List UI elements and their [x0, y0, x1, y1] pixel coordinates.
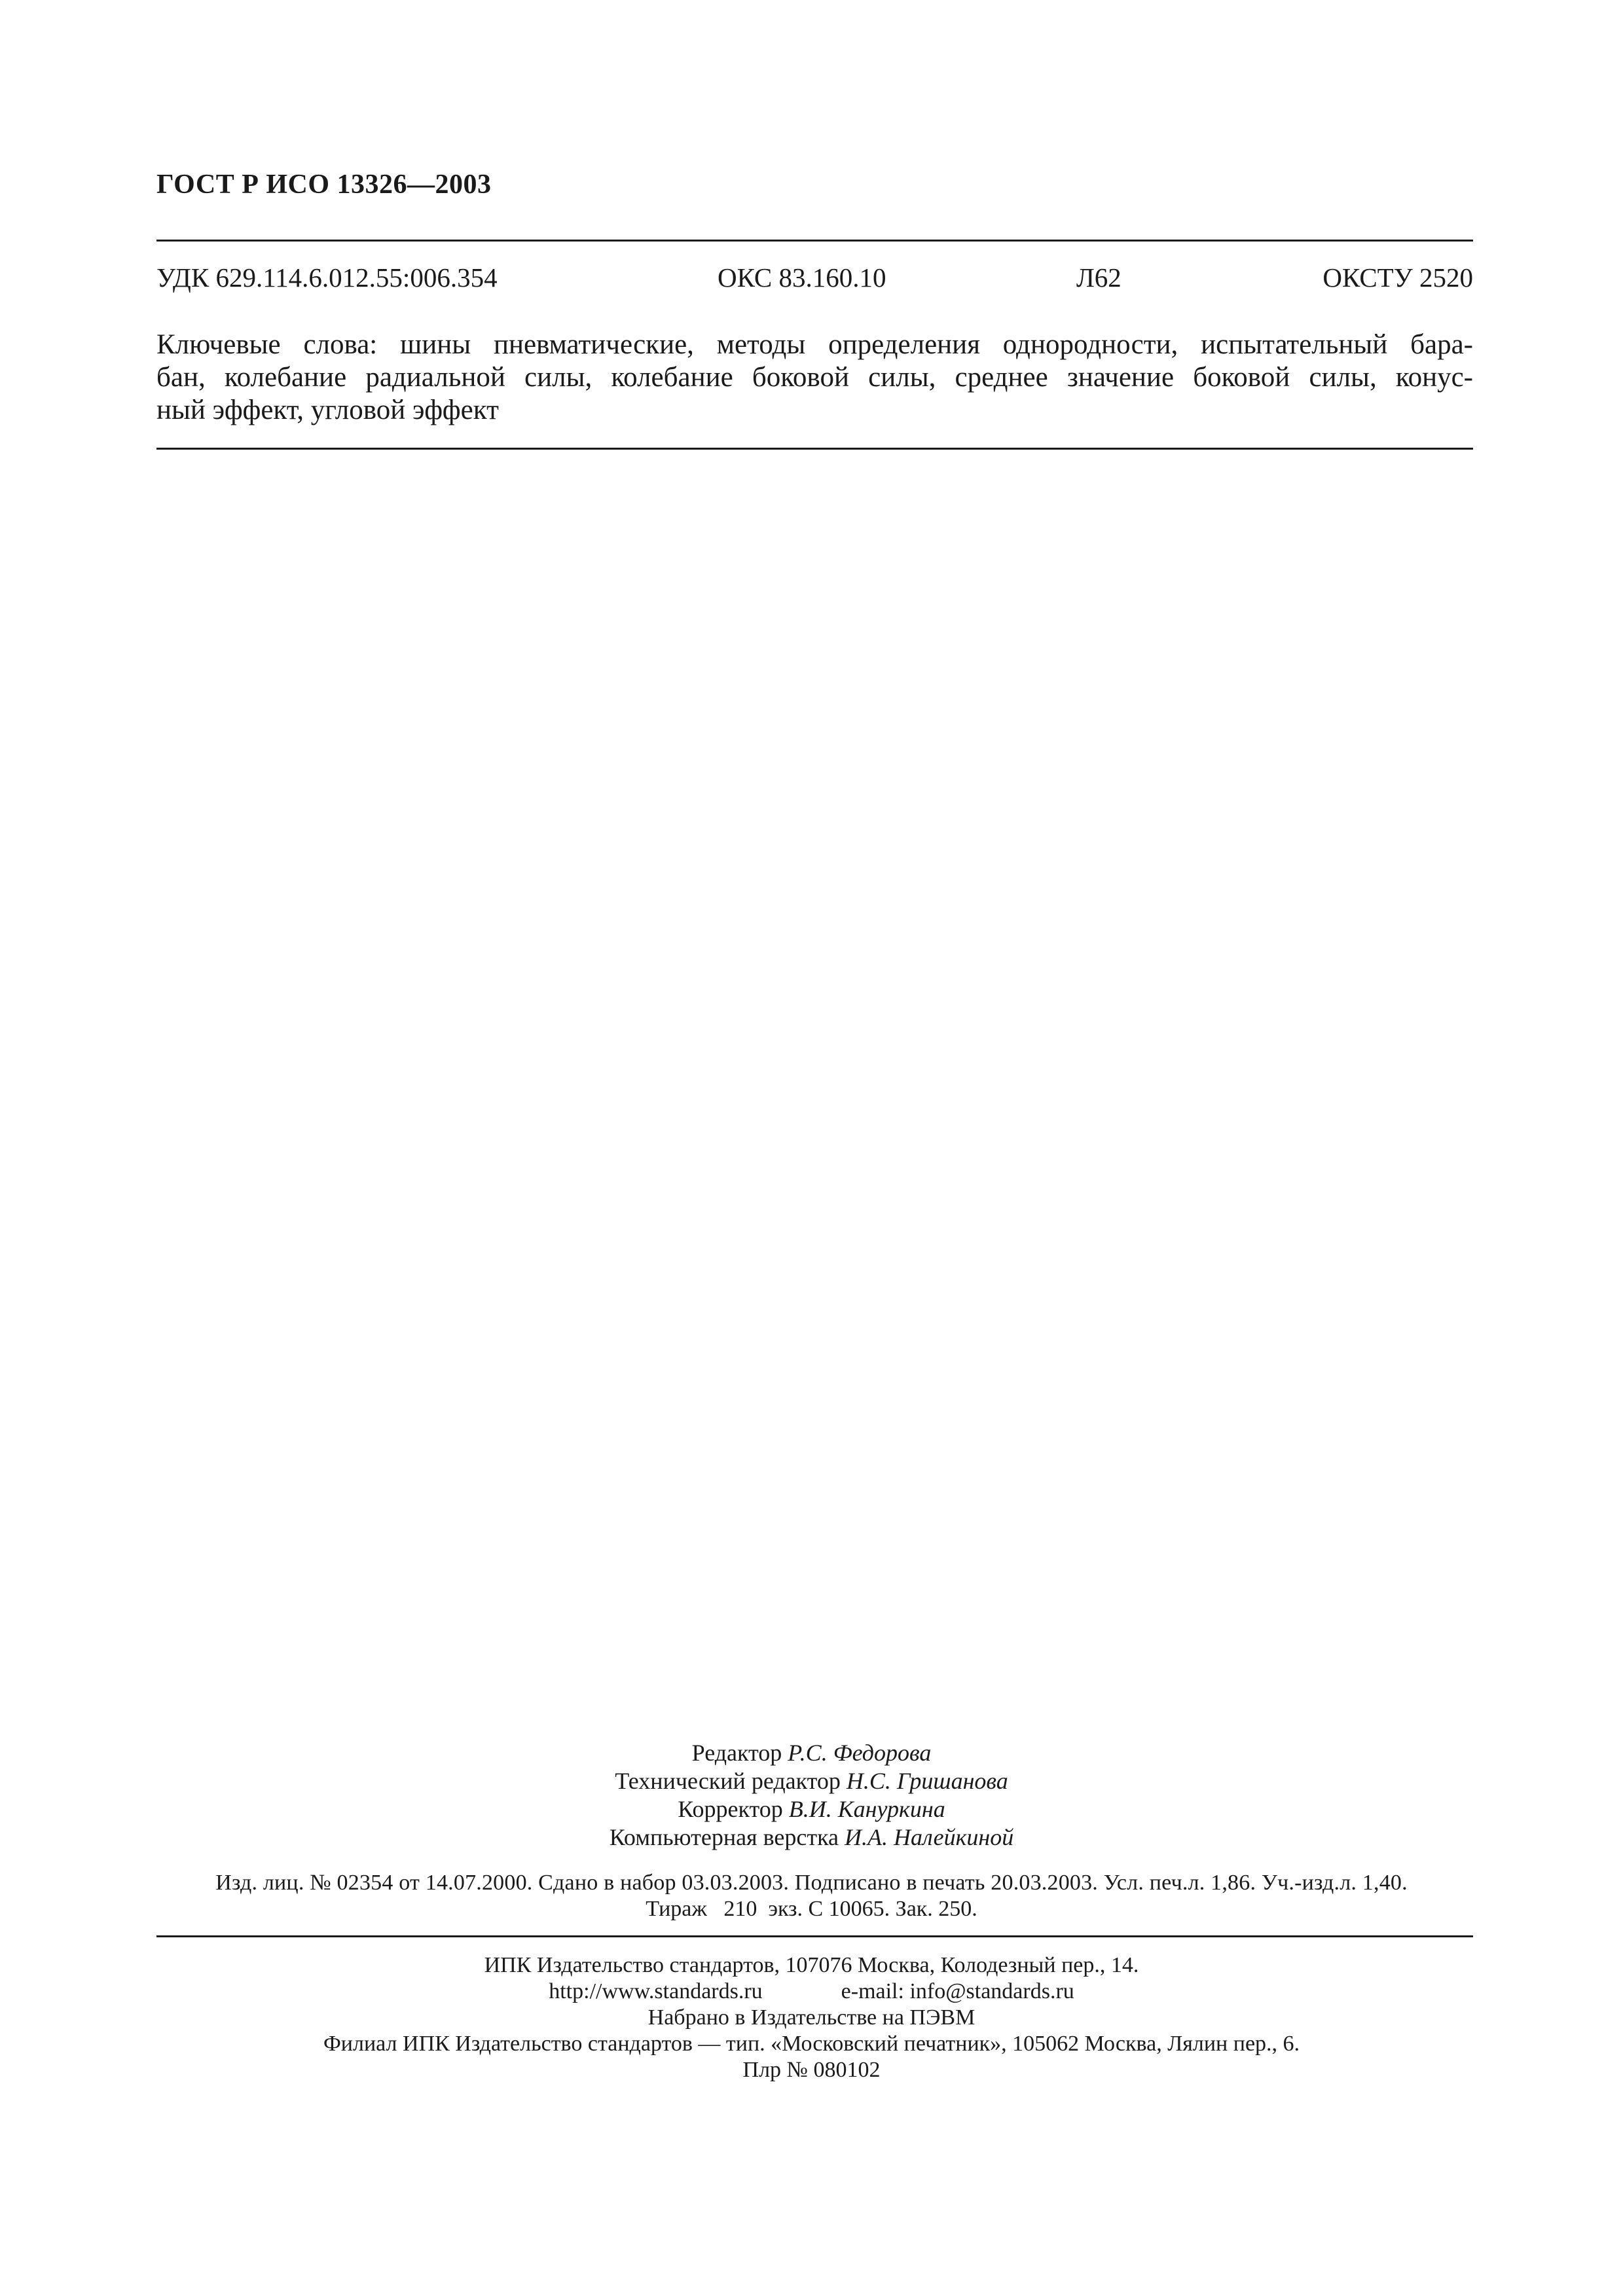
- credit-layout: Компьютерная верстка И.А. Налейкиной: [609, 1824, 1014, 1850]
- publisher-contacts: [0, 1979, 1623, 2005]
- credit-editor: Редактор Р.С. Федорова: [691, 1740, 932, 1766]
- classification-codes: [156, 262, 1473, 301]
- imprint-block: [0, 1870, 1623, 1922]
- keywords-line: Ключевые слова: шины пневматические, методы определения однородности, испытательный бара-: [156, 329, 1473, 360]
- keywords-paragraph: [156, 329, 1473, 427]
- group-code: Л62: [1076, 262, 1122, 293]
- imprint-divider: [156, 1935, 1473, 1937]
- okstu-code: ОКСТУ 2520: [1322, 262, 1473, 293]
- publisher-address: ИПК Издательство стандартов, 107076 Москва, Колодезный пер., 14.: [484, 1953, 1139, 1977]
- imprint-line: Изд. лиц. № 02354 от 14.07.2000. Сдано в набор 03.03.2003. Подписано в печать 20.03.2003. Усл. печ.л. 1,86. Уч.-изд.л. 1,40.: [215, 1871, 1408, 1895]
- publisher-typeset: Набрано в Издательстве на ПЭВМ: [647, 2005, 976, 2030]
- document-title: ГОСТ Р ИСО 13326—2003: [156, 170, 492, 200]
- keywords-line: бан, колебание радиальной силы, колебание боковой силы, среднее значение боковой силы, конус-: [156, 362, 1473, 393]
- publisher-license: Плр № 080102: [742, 2058, 881, 2082]
- imprint-line: Тираж 210 экз. С 10065. Зак. 250.: [646, 1897, 977, 1921]
- keywords-divider: [156, 448, 1473, 450]
- publisher-email: e-mail: info@standards.ru: [841, 1979, 1074, 2003]
- credits-block: [0, 1739, 1623, 1852]
- top-divider: [156, 240, 1473, 242]
- udk-code: УДК 629.114.6.012.55:006.354: [156, 262, 498, 293]
- publisher-branch: Филиал ИПК Издательство стандартов — тип. «Московский печатник», 105062 Москва, Лялин пер., 6.: [323, 2032, 1300, 2056]
- credit-proofreader: Корректор В.И. Кануркина: [678, 1796, 945, 1822]
- keywords-line: ный эффект, угловой эффект: [156, 395, 499, 425]
- publisher-website: http://www.standards.ru: [549, 1979, 763, 2003]
- oks-code: ОКС 83.160.10: [718, 262, 886, 293]
- publisher-block: [0, 1952, 1623, 2083]
- credit-tech-editor: Технический редактор Н.С. Гришанова: [615, 1768, 1008, 1794]
